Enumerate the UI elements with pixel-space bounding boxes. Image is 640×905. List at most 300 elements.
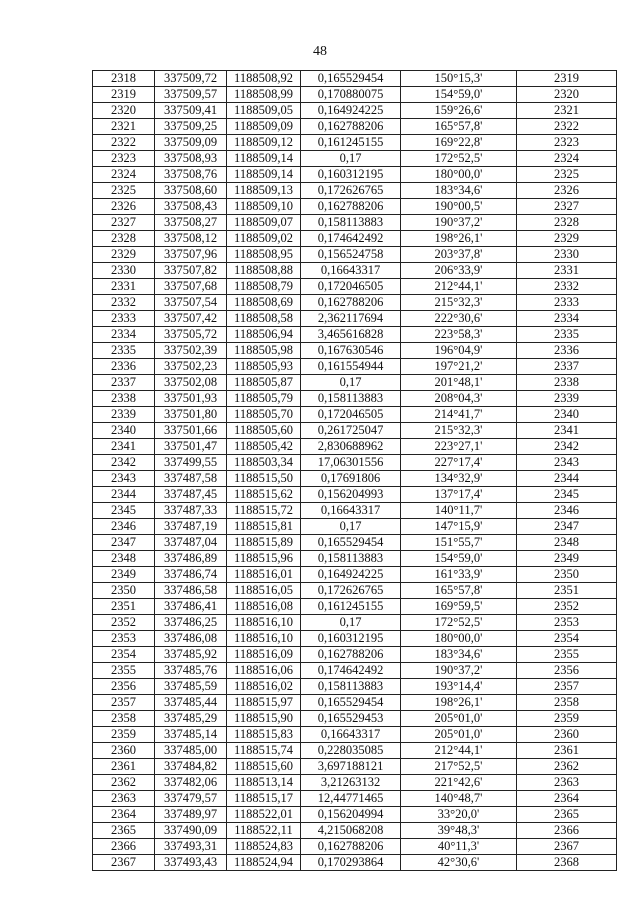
table-row xyxy=(93,695,617,711)
y-coordinate-cell: 1188515,97 xyxy=(227,695,301,711)
distance-cell: 0,170880075 xyxy=(301,87,401,103)
y-coordinate-cell: 1188515,96 xyxy=(227,551,301,567)
table-row xyxy=(93,599,617,615)
next-point-cell: 2329 xyxy=(517,231,617,247)
y-coordinate-cell: 1188505,93 xyxy=(227,359,301,375)
table-row xyxy=(93,167,617,183)
next-point-cell: 2358 xyxy=(517,695,617,711)
point-number-cell: 2347 xyxy=(93,535,155,551)
y-coordinate-cell: 1188515,89 xyxy=(227,535,301,551)
next-point-cell: 2359 xyxy=(517,711,617,727)
bearing-cell: 215°32,3' xyxy=(401,423,517,439)
point-number-cell: 2356 xyxy=(93,679,155,695)
table-row xyxy=(93,775,617,791)
next-point-cell: 2353 xyxy=(517,615,617,631)
bearing-cell: 201°48,1' xyxy=(401,375,517,391)
distance-cell: 0,16643317 xyxy=(301,263,401,279)
x-coordinate-cell: 337487,19 xyxy=(155,519,227,535)
y-coordinate-cell: 1188509,07 xyxy=(227,215,301,231)
distance-cell: 0,17 xyxy=(301,151,401,167)
distance-cell: 0,172626765 xyxy=(301,583,401,599)
next-point-cell: 2367 xyxy=(517,839,617,855)
y-coordinate-cell: 1188508,99 xyxy=(227,87,301,103)
next-point-cell: 2366 xyxy=(517,823,617,839)
bearing-cell: 169°22,8' xyxy=(401,135,517,151)
next-point-cell: 2335 xyxy=(517,327,617,343)
y-coordinate-cell: 1188505,70 xyxy=(227,407,301,423)
next-point-cell: 2321 xyxy=(517,103,617,119)
x-coordinate-cell: 337509,25 xyxy=(155,119,227,135)
next-point-cell: 2354 xyxy=(517,631,617,647)
point-number-cell: 2351 xyxy=(93,599,155,615)
point-number-cell: 2337 xyxy=(93,375,155,391)
point-number-cell: 2350 xyxy=(93,583,155,599)
point-number-cell: 2365 xyxy=(93,823,155,839)
bearing-cell: 165°57,8' xyxy=(401,583,517,599)
distance-cell: 0,158113883 xyxy=(301,679,401,695)
distance-cell: 0,162788206 xyxy=(301,647,401,663)
bearing-cell: 196°04,9' xyxy=(401,343,517,359)
y-coordinate-cell: 1188516,02 xyxy=(227,679,301,695)
distance-cell: 0,156204994 xyxy=(301,807,401,823)
bearing-cell: 165°57,8' xyxy=(401,119,517,135)
y-coordinate-cell: 1188508,92 xyxy=(227,71,301,87)
table-body xyxy=(93,71,617,871)
next-point-cell: 2328 xyxy=(517,215,617,231)
next-point-cell: 2327 xyxy=(517,199,617,215)
bearing-cell: 161°33,9' xyxy=(401,567,517,583)
table-row xyxy=(93,279,617,295)
x-coordinate-cell: 337486,74 xyxy=(155,567,227,583)
point-number-cell: 2341 xyxy=(93,439,155,455)
x-coordinate-cell: 337493,43 xyxy=(155,855,227,871)
x-coordinate-cell: 337499,55 xyxy=(155,455,227,471)
x-coordinate-cell: 337507,96 xyxy=(155,247,227,263)
x-coordinate-cell: 337479,57 xyxy=(155,791,227,807)
y-coordinate-cell: 1188516,10 xyxy=(227,631,301,647)
table-row xyxy=(93,375,617,391)
point-number-cell: 2346 xyxy=(93,519,155,535)
point-number-cell: 2319 xyxy=(93,87,155,103)
bearing-cell: 172°52,5' xyxy=(401,615,517,631)
point-number-cell: 2336 xyxy=(93,359,155,375)
x-coordinate-cell: 337486,08 xyxy=(155,631,227,647)
table-row xyxy=(93,359,617,375)
y-coordinate-cell: 1188508,88 xyxy=(227,263,301,279)
table-row xyxy=(93,439,617,455)
distance-cell: 0,165529454 xyxy=(301,695,401,711)
y-coordinate-cell: 1188509,14 xyxy=(227,167,301,183)
x-coordinate-cell: 337509,57 xyxy=(155,87,227,103)
table-row xyxy=(93,583,617,599)
point-number-cell: 2358 xyxy=(93,711,155,727)
distance-cell: 0,162788206 xyxy=(301,839,401,855)
y-coordinate-cell: 1188508,95 xyxy=(227,247,301,263)
x-coordinate-cell: 337484,82 xyxy=(155,759,227,775)
bearing-cell: 137°17,4' xyxy=(401,487,517,503)
next-point-cell: 2336 xyxy=(517,343,617,359)
next-point-cell: 2363 xyxy=(517,775,617,791)
y-coordinate-cell: 1188509,13 xyxy=(227,183,301,199)
next-point-cell: 2338 xyxy=(517,375,617,391)
point-number-cell: 2362 xyxy=(93,775,155,791)
distance-cell: 0,16643317 xyxy=(301,503,401,519)
bearing-cell: 223°58,3' xyxy=(401,327,517,343)
y-coordinate-cell: 1188516,08 xyxy=(227,599,301,615)
distance-cell: 0,160312195 xyxy=(301,167,401,183)
bearing-cell: 39°48,3' xyxy=(401,823,517,839)
next-point-cell: 2324 xyxy=(517,151,617,167)
distance-cell: 0,156204993 xyxy=(301,487,401,503)
table-row xyxy=(93,487,617,503)
point-number-cell: 2348 xyxy=(93,551,155,567)
point-number-cell: 2325 xyxy=(93,183,155,199)
next-point-cell: 2364 xyxy=(517,791,617,807)
table-row xyxy=(93,199,617,215)
point-number-cell: 2335 xyxy=(93,343,155,359)
distance-cell: 0,17691806 xyxy=(301,471,401,487)
next-point-cell: 2322 xyxy=(517,119,617,135)
y-coordinate-cell: 1188508,79 xyxy=(227,279,301,295)
point-number-cell: 2340 xyxy=(93,423,155,439)
x-coordinate-cell: 337508,60 xyxy=(155,183,227,199)
point-number-cell: 2364 xyxy=(93,807,155,823)
point-number-cell: 2343 xyxy=(93,471,155,487)
point-number-cell: 2326 xyxy=(93,199,155,215)
y-coordinate-cell: 1188506,94 xyxy=(227,327,301,343)
distance-cell: 0,158113883 xyxy=(301,215,401,231)
point-number-cell: 2360 xyxy=(93,743,155,759)
bearing-cell: 169°59,5' xyxy=(401,599,517,615)
table-row xyxy=(93,519,617,535)
distance-cell: 0,156524758 xyxy=(301,247,401,263)
point-number-cell: 2359 xyxy=(93,727,155,743)
distance-cell: 2,830688962 xyxy=(301,439,401,455)
distance-cell: 12,44771465 xyxy=(301,791,401,807)
bearing-cell: 183°34,6' xyxy=(401,183,517,199)
y-coordinate-cell: 1188508,69 xyxy=(227,295,301,311)
x-coordinate-cell: 337485,14 xyxy=(155,727,227,743)
y-coordinate-cell: 1188522,01 xyxy=(227,807,301,823)
y-coordinate-cell: 1188515,60 xyxy=(227,759,301,775)
table-row xyxy=(93,807,617,823)
bearing-cell: 221°42,6' xyxy=(401,775,517,791)
point-number-cell: 2355 xyxy=(93,663,155,679)
table-row xyxy=(93,631,617,647)
y-coordinate-cell: 1188515,50 xyxy=(227,471,301,487)
point-number-cell: 2354 xyxy=(93,647,155,663)
next-point-cell: 2362 xyxy=(517,759,617,775)
table-row xyxy=(93,231,617,247)
next-point-cell: 2333 xyxy=(517,295,617,311)
table-row xyxy=(93,247,617,263)
bearing-cell: 190°00,5' xyxy=(401,199,517,215)
distance-cell: 0,161554944 xyxy=(301,359,401,375)
table-row xyxy=(93,183,617,199)
x-coordinate-cell: 337487,58 xyxy=(155,471,227,487)
table-row xyxy=(93,535,617,551)
distance-cell: 0,162788206 xyxy=(301,119,401,135)
distance-cell: 0,17 xyxy=(301,375,401,391)
bearing-cell: 154°59,0' xyxy=(401,551,517,567)
distance-cell: 0,172626765 xyxy=(301,183,401,199)
table-row xyxy=(93,87,617,103)
next-point-cell: 2325 xyxy=(517,167,617,183)
x-coordinate-cell: 337485,92 xyxy=(155,647,227,663)
next-point-cell: 2320 xyxy=(517,87,617,103)
bearing-cell: 151°55,7' xyxy=(401,535,517,551)
table-row xyxy=(93,503,617,519)
next-point-cell: 2357 xyxy=(517,679,617,695)
next-point-cell: 2319 xyxy=(517,71,617,87)
bearing-cell: 223°27,1' xyxy=(401,439,517,455)
next-point-cell: 2350 xyxy=(517,567,617,583)
y-coordinate-cell: 1188509,10 xyxy=(227,199,301,215)
point-number-cell: 2328 xyxy=(93,231,155,247)
y-coordinate-cell: 1188516,01 xyxy=(227,567,301,583)
x-coordinate-cell: 337486,89 xyxy=(155,551,227,567)
next-point-cell: 2347 xyxy=(517,519,617,535)
bearing-cell: 180°00,0' xyxy=(401,167,517,183)
y-coordinate-cell: 1188505,42 xyxy=(227,439,301,455)
table-row xyxy=(93,263,617,279)
x-coordinate-cell: 337501,47 xyxy=(155,439,227,455)
table-row xyxy=(93,679,617,695)
x-coordinate-cell: 337501,66 xyxy=(155,423,227,439)
x-coordinate-cell: 337487,04 xyxy=(155,535,227,551)
point-number-cell: 2353 xyxy=(93,631,155,647)
distance-cell: 0,162788206 xyxy=(301,295,401,311)
table-row xyxy=(93,711,617,727)
bearing-cell: 147°15,9' xyxy=(401,519,517,535)
point-number-cell: 2321 xyxy=(93,119,155,135)
table-row xyxy=(93,791,617,807)
x-coordinate-cell: 337486,25 xyxy=(155,615,227,631)
bearing-cell: 205°01,0' xyxy=(401,711,517,727)
page-number: 48 xyxy=(313,44,327,59)
distance-cell: 0,161245155 xyxy=(301,599,401,615)
point-number-cell: 2345 xyxy=(93,503,155,519)
table-row xyxy=(93,311,617,327)
x-coordinate-cell: 337485,00 xyxy=(155,743,227,759)
x-coordinate-cell: 337505,72 xyxy=(155,327,227,343)
table-row xyxy=(93,343,617,359)
x-coordinate-cell: 337486,58 xyxy=(155,583,227,599)
bearing-cell: 222°30,6' xyxy=(401,311,517,327)
y-coordinate-cell: 1188516,09 xyxy=(227,647,301,663)
x-coordinate-cell: 337509,41 xyxy=(155,103,227,119)
next-point-cell: 2326 xyxy=(517,183,617,199)
table-row xyxy=(93,647,617,663)
next-point-cell: 2344 xyxy=(517,471,617,487)
point-number-cell: 2322 xyxy=(93,135,155,151)
point-number-cell: 2338 xyxy=(93,391,155,407)
y-coordinate-cell: 1188508,58 xyxy=(227,311,301,327)
next-point-cell: 2346 xyxy=(517,503,617,519)
y-coordinate-cell: 1188509,14 xyxy=(227,151,301,167)
next-point-cell: 2368 xyxy=(517,855,617,871)
point-number-cell: 2323 xyxy=(93,151,155,167)
bearing-cell: 198°26,1' xyxy=(401,231,517,247)
table-row xyxy=(93,823,617,839)
bearing-cell: 208°04,3' xyxy=(401,391,517,407)
bearing-cell: 205°01,0' xyxy=(401,727,517,743)
distance-cell: 4,215068208 xyxy=(301,823,401,839)
distance-cell: 0,158113883 xyxy=(301,391,401,407)
table-row xyxy=(93,407,617,423)
bearing-cell: 198°26,1' xyxy=(401,695,517,711)
distance-cell: 0,165529454 xyxy=(301,535,401,551)
bearing-cell: 140°48,7' xyxy=(401,791,517,807)
point-number-cell: 2339 xyxy=(93,407,155,423)
distance-cell: 0,17 xyxy=(301,519,401,535)
bearing-cell: 206°33,9' xyxy=(401,263,517,279)
point-number-cell: 2342 xyxy=(93,455,155,471)
bearing-cell: 217°52,5' xyxy=(401,759,517,775)
table-row xyxy=(93,567,617,583)
next-point-cell: 2340 xyxy=(517,407,617,423)
x-coordinate-cell: 337489,97 xyxy=(155,807,227,823)
distance-cell: 2,362117694 xyxy=(301,311,401,327)
x-coordinate-cell: 337502,39 xyxy=(155,343,227,359)
distance-cell: 0,160312195 xyxy=(301,631,401,647)
x-coordinate-cell: 337509,72 xyxy=(155,71,227,87)
x-coordinate-cell: 337508,93 xyxy=(155,151,227,167)
next-point-cell: 2360 xyxy=(517,727,617,743)
x-coordinate-cell: 337508,76 xyxy=(155,167,227,183)
bearing-cell: 159°26,6' xyxy=(401,103,517,119)
next-point-cell: 2331 xyxy=(517,263,617,279)
distance-cell: 0,174642492 xyxy=(301,231,401,247)
next-point-cell: 2341 xyxy=(517,423,617,439)
bearing-cell: 42°30,6' xyxy=(401,855,517,871)
point-number-cell: 2367 xyxy=(93,855,155,871)
bearing-cell: 154°59,0' xyxy=(401,87,517,103)
bearing-cell: 203°37,8' xyxy=(401,247,517,263)
table-row xyxy=(93,327,617,343)
next-point-cell: 2343 xyxy=(517,455,617,471)
next-point-cell: 2349 xyxy=(517,551,617,567)
y-coordinate-cell: 1188515,17 xyxy=(227,791,301,807)
x-coordinate-cell: 337487,45 xyxy=(155,487,227,503)
x-coordinate-cell: 337485,44 xyxy=(155,695,227,711)
bearing-cell: 227°17,4' xyxy=(401,455,517,471)
y-coordinate-cell: 1188509,09 xyxy=(227,119,301,135)
x-coordinate-cell: 337508,43 xyxy=(155,199,227,215)
distance-cell: 0,170293864 xyxy=(301,855,401,871)
x-coordinate-cell: 337507,68 xyxy=(155,279,227,295)
table-row xyxy=(93,295,617,311)
point-number-cell: 2320 xyxy=(93,103,155,119)
x-coordinate-cell: 337493,31 xyxy=(155,839,227,855)
distance-cell: 0,228035085 xyxy=(301,743,401,759)
bearing-cell: 212°44,1' xyxy=(401,279,517,295)
point-number-cell: 2366 xyxy=(93,839,155,855)
y-coordinate-cell: 1188505,60 xyxy=(227,423,301,439)
next-point-cell: 2348 xyxy=(517,535,617,551)
bearing-cell: 190°37,2' xyxy=(401,215,517,231)
y-coordinate-cell: 1188515,81 xyxy=(227,519,301,535)
x-coordinate-cell: 337501,93 xyxy=(155,391,227,407)
point-number-cell: 2324 xyxy=(93,167,155,183)
distance-cell: 0,16643317 xyxy=(301,727,401,743)
bearing-cell: 134°32,9' xyxy=(401,471,517,487)
y-coordinate-cell: 1188524,83 xyxy=(227,839,301,855)
distance-cell: 0,261725047 xyxy=(301,423,401,439)
table-row xyxy=(93,743,617,759)
y-coordinate-cell: 1188509,02 xyxy=(227,231,301,247)
table-row xyxy=(93,471,617,487)
coordinates-table xyxy=(92,70,617,871)
table-row xyxy=(93,663,617,679)
distance-cell: 0,164924225 xyxy=(301,103,401,119)
point-number-cell: 2357 xyxy=(93,695,155,711)
y-coordinate-cell: 1188505,79 xyxy=(227,391,301,407)
next-point-cell: 2334 xyxy=(517,311,617,327)
bearing-cell: 197°21,2' xyxy=(401,359,517,375)
y-coordinate-cell: 1188505,98 xyxy=(227,343,301,359)
next-point-cell: 2352 xyxy=(517,599,617,615)
table-row xyxy=(93,855,617,871)
distance-cell: 0,17 xyxy=(301,615,401,631)
point-number-cell: 2318 xyxy=(93,71,155,87)
bearing-cell: 172°52,5' xyxy=(401,151,517,167)
y-coordinate-cell: 1188522,11 xyxy=(227,823,301,839)
distance-cell: 0,158113883 xyxy=(301,551,401,567)
point-number-cell: 2327 xyxy=(93,215,155,231)
x-coordinate-cell: 337508,12 xyxy=(155,231,227,247)
x-coordinate-cell: 337485,29 xyxy=(155,711,227,727)
next-point-cell: 2355 xyxy=(517,647,617,663)
x-coordinate-cell: 337507,42 xyxy=(155,311,227,327)
bearing-cell: 40°11,3' xyxy=(401,839,517,855)
table-row xyxy=(93,759,617,775)
table-row xyxy=(93,71,617,87)
x-coordinate-cell: 337482,06 xyxy=(155,775,227,791)
table-row xyxy=(93,615,617,631)
x-coordinate-cell: 337485,59 xyxy=(155,679,227,695)
point-number-cell: 2333 xyxy=(93,311,155,327)
x-coordinate-cell: 337509,09 xyxy=(155,135,227,151)
table-row xyxy=(93,151,617,167)
distance-cell: 3,465616828 xyxy=(301,327,401,343)
distance-cell: 0,172046505 xyxy=(301,407,401,423)
table-row xyxy=(93,455,617,471)
y-coordinate-cell: 1188515,74 xyxy=(227,743,301,759)
bearing-cell: 212°44,1' xyxy=(401,743,517,759)
distance-cell: 0,165529454 xyxy=(301,71,401,87)
x-coordinate-cell: 337508,27 xyxy=(155,215,227,231)
next-point-cell: 2323 xyxy=(517,135,617,151)
y-coordinate-cell: 1188516,06 xyxy=(227,663,301,679)
next-point-cell: 2332 xyxy=(517,279,617,295)
x-coordinate-cell: 337507,54 xyxy=(155,295,227,311)
table-row xyxy=(93,551,617,567)
y-coordinate-cell: 1188524,94 xyxy=(227,855,301,871)
y-coordinate-cell: 1188503,34 xyxy=(227,455,301,471)
y-coordinate-cell: 1188515,72 xyxy=(227,503,301,519)
distance-cell: 3,697188121 xyxy=(301,759,401,775)
table-row xyxy=(93,727,617,743)
bearing-cell: 150°15,3' xyxy=(401,71,517,87)
distance-cell: 0,161245155 xyxy=(301,135,401,151)
next-point-cell: 2337 xyxy=(517,359,617,375)
x-coordinate-cell: 337502,23 xyxy=(155,359,227,375)
distance-cell: 0,165529453 xyxy=(301,711,401,727)
table-row xyxy=(93,839,617,855)
point-number-cell: 2329 xyxy=(93,247,155,263)
bearing-cell: 140°11,7' xyxy=(401,503,517,519)
